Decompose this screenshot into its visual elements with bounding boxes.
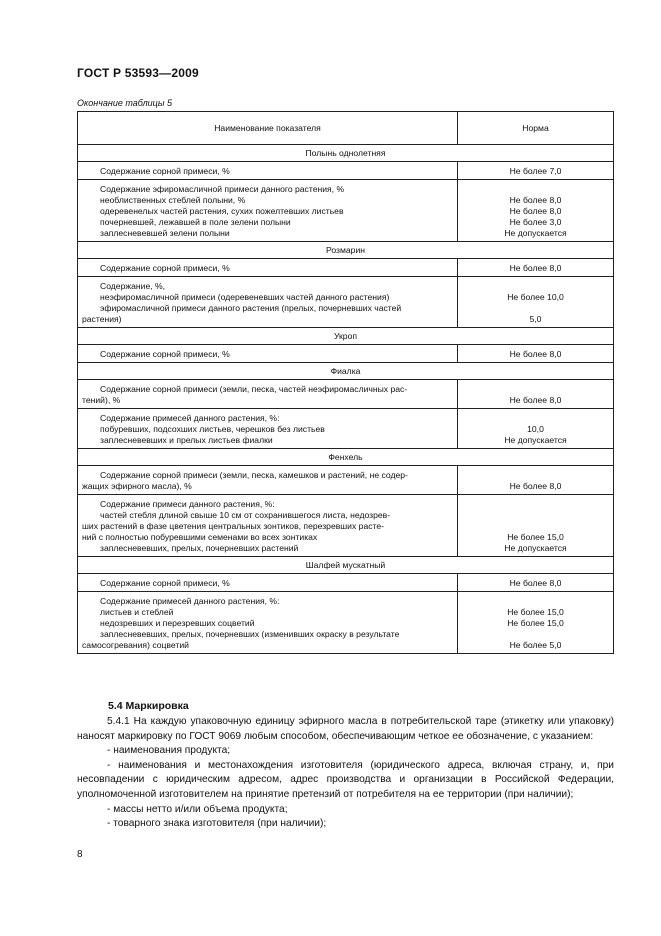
- indicator-line: ших растений в фазе цветения центральных зонтиков, перезревших расте-: [82, 521, 385, 531]
- table-row: [78, 466, 614, 495]
- document-header: ГОСТ Р 53593—2009: [77, 66, 199, 80]
- norm-cell: [458, 380, 614, 409]
- table-body: [78, 145, 614, 654]
- indicator-line: Содержание примеси данного растения, %:: [100, 499, 275, 509]
- norm-value: [460, 384, 611, 395]
- table-row: [78, 180, 614, 242]
- norm-cell: [458, 277, 614, 328]
- norm-cell: [458, 495, 614, 557]
- indicator-line: тений), %: [82, 395, 121, 405]
- section-title-cell: Шалфей мускатный: [78, 557, 614, 574]
- indicator-line: Содержание сорной примеси, %: [100, 349, 230, 359]
- indicator-line: одеревенелых частей растения, сухих пожелтевших листьев: [100, 206, 344, 216]
- norm-value: Не более 5,0: [509, 640, 562, 650]
- indicator-cell: [78, 495, 458, 557]
- table-row: [78, 277, 614, 328]
- norm-value: [460, 281, 611, 292]
- norm-value: [460, 413, 611, 424]
- indicator-cell: [78, 162, 458, 180]
- indicator-cell: [78, 380, 458, 409]
- indicator-line: растения): [82, 314, 122, 324]
- marking-list: [77, 744, 614, 832]
- indicator-line: Содержание примесей данного растения, %:: [100, 596, 280, 606]
- norm-value: [460, 510, 611, 521]
- norm-value: [460, 499, 611, 510]
- norm-value: [460, 470, 611, 481]
- indicator-line: недозревших и перезревших соцветий: [100, 618, 255, 628]
- indicator-line: Содержание эфиромасличной примеси данного растения, %: [100, 184, 345, 194]
- norm-value: Не более 8,0: [509, 349, 562, 359]
- indicator-line: необлиственных стеблей полыни, %: [100, 195, 246, 205]
- indicator-cell: [78, 466, 458, 495]
- indicator-line: частей стебля длиной свыше 10 см от сохранившегося листа, недозрев-: [100, 510, 391, 520]
- indicator-line: заплесневевших, прелых, почерневших (изменивших окраску в результате: [100, 629, 400, 639]
- section-title: 5.4 Маркировка: [108, 700, 189, 712]
- norm-value: Не более 8,0: [509, 195, 562, 205]
- indicator-cell: [78, 180, 458, 242]
- norm-cell: [458, 409, 614, 449]
- norm-value: [460, 303, 611, 314]
- indicator-line: эфиромасличной примеси данного растения (прелых, почерневших частей: [100, 303, 402, 313]
- indicator-line: заплесневевших и прелых листьев фиалки: [100, 435, 273, 445]
- norm-value: Не более 8,0: [509, 395, 562, 405]
- indicator-line: заплесневевшей зелени полыни: [100, 228, 230, 238]
- indicator-cell: [78, 277, 458, 328]
- indicator-line: Содержание примесей данного растения, %:: [100, 413, 280, 423]
- section-title-cell: Фенхель: [78, 449, 614, 466]
- norm-cell: [458, 162, 614, 180]
- norm-value: Не более 8,0: [509, 578, 562, 588]
- column-header-norm: Норма: [458, 112, 614, 145]
- table-caption: Окончание таблицы 5: [77, 98, 172, 108]
- norm-value: [460, 184, 611, 195]
- section-title-cell: Розмарин: [78, 242, 614, 259]
- norms-table: [77, 111, 614, 654]
- section-row: [78, 328, 614, 345]
- indicator-line: ний с полностью побуревшими семенами во всех зонтиках: [82, 532, 318, 542]
- norm-value: Не допускается: [504, 228, 567, 238]
- indicator-line: Содержание сорной примеси, %: [100, 263, 230, 273]
- indicator-line: неэфиромасличной примеси (одеревеневших частей данного растения): [100, 292, 390, 302]
- indicator-line: заплесневевших, прелых, почерневших растений: [100, 543, 299, 553]
- norm-value: Не более 7,0: [509, 166, 562, 176]
- list-item: - наименования продукта;: [107, 745, 231, 757]
- indicator-line: побуревших, подсохших листьев, черешков без листьев: [100, 424, 325, 434]
- norm-value: Не более 8,0: [509, 263, 562, 273]
- table-header-row: [78, 112, 614, 145]
- norm-value: [460, 629, 611, 640]
- table-row: [78, 495, 614, 557]
- section-title-cell: Полынь однолетняя: [78, 145, 614, 162]
- table-row: [78, 380, 614, 409]
- norm-value: Не более 3,0: [509, 217, 562, 227]
- norm-value: Не допускается: [504, 435, 567, 445]
- indicator-line: Содержание, %,: [100, 281, 166, 291]
- table-row: [78, 345, 614, 363]
- norm-value: Не более 10,0: [507, 292, 564, 302]
- indicator-line: самосогревания) соцветий: [82, 640, 189, 650]
- table-row: [78, 592, 614, 654]
- indicator-cell: [78, 345, 458, 363]
- norm-value: Не более 8,0: [509, 206, 562, 216]
- norm-value: 10,0: [527, 424, 544, 434]
- indicator-line: Содержание сорной примеси, %: [100, 578, 230, 588]
- indicator-line: Содержание сорной примеси (земли, песка, камешков и растений, не содер-: [100, 470, 408, 480]
- indicator-line: Содержание сорной примеси, %: [100, 166, 230, 176]
- indicator-line: почерневшей, лежавшей в поле зелени полыни: [100, 217, 291, 227]
- norm-cell: [458, 345, 614, 363]
- norm-value: 5,0: [529, 314, 542, 324]
- section-row: [78, 557, 614, 574]
- table-row: [78, 162, 614, 180]
- norm-value: [460, 596, 611, 607]
- norm-value: Не допускается: [504, 543, 567, 553]
- page-number: 8: [77, 849, 83, 860]
- section-row: [78, 242, 614, 259]
- table-row: [78, 409, 614, 449]
- table-row: [78, 574, 614, 592]
- indicator-cell: [78, 592, 458, 654]
- indicator-cell: [78, 574, 458, 592]
- table-row: [78, 259, 614, 277]
- norm-value: Не более 8,0: [509, 481, 562, 491]
- indicator-line: жащих эфирного масла), %: [82, 481, 192, 491]
- section-body: [77, 715, 614, 832]
- list-item: - товарного знака изготовителя (при наличии);: [107, 818, 327, 830]
- section-row: [78, 145, 614, 162]
- section-row: [78, 363, 614, 380]
- indicator-cell: [78, 409, 458, 449]
- indicator-cell: [78, 259, 458, 277]
- norm-value: Не более 15,0: [507, 618, 564, 628]
- norm-value: [460, 521, 611, 532]
- paragraph: 5.4.1 На каждую упаковочную единицу эфирного масла в потребительской таре (этикетку или упаковку) наносят маркировку по ГОСТ 9069 любым способом, обеспечивающим четкое ее обозначение, с указанием:: [77, 716, 614, 742]
- norm-value: Не более 15,0: [507, 607, 564, 617]
- indicator-line: Содержание сорной примеси (земли, песка, частей неэфиромасличных рас-: [100, 384, 408, 394]
- section-row: [78, 449, 614, 466]
- norm-value: Не более 15,0: [507, 532, 564, 542]
- list-item: - наименования и местонахождения изготовителя (юридического адреса, включая страну, и, при несовпадении с юридическим адресом, адрес производства и организации в Российской Федерации, уполномоченной изготовителем на принятие претензий от потребителя на ее территории (при наличии);: [77, 759, 614, 800]
- indicator-line: листьев и стеблей: [100, 607, 174, 617]
- section-title-cell: Укроп: [78, 328, 614, 345]
- list-item: - массы нетто и/или объема продукта;: [107, 803, 288, 815]
- column-header-indicator: Наименование показателя: [78, 112, 458, 145]
- section-title-cell: Фиалка: [78, 363, 614, 380]
- norm-cell: [458, 180, 614, 242]
- norm-cell: [458, 592, 614, 654]
- norm-cell: [458, 259, 614, 277]
- norm-cell: [458, 466, 614, 495]
- norm-cell: [458, 574, 614, 592]
